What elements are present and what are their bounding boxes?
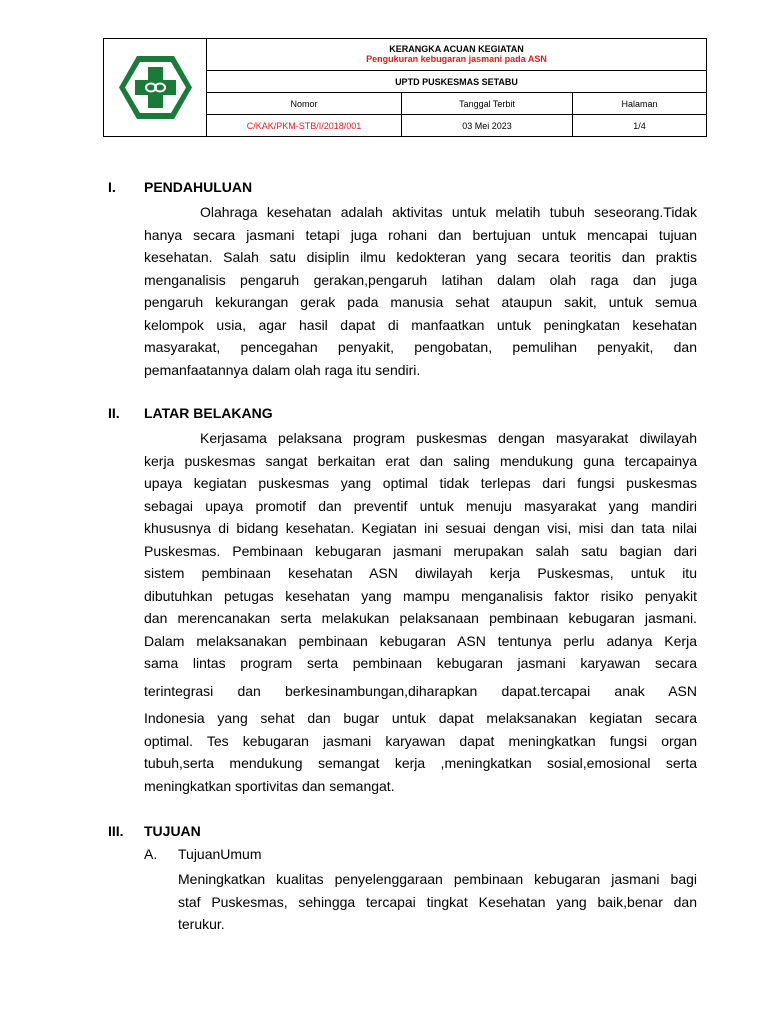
- text-line: optimal. Tes kebugaran jasmani karyawan dapat meningkatkan fungsi organ: [144, 732, 697, 749]
- institution-name: UPTD PUSKESMAS SETABU: [207, 71, 706, 93]
- text-line: kesehatan. Salah satu disiplin ilmu kedokteran yang secara teoritis dan praktis: [144, 249, 697, 265]
- section-number-1: I.: [108, 179, 116, 195]
- text-line: sistem pembinaan kesehatan ASN diwilayah kerja Puskesmas, untuk itu: [144, 565, 697, 581]
- logo-cell: [104, 39, 207, 136]
- paragraph-latar-belakang: [144, 427, 697, 797]
- text-line: Dalam melaksanakan pembinaan kebugaran ASN tentunya perlu adanya Kerja: [144, 632, 697, 649]
- text-line: tubuh,serta mendukung semangat kerja ,meningkatkan sosial,emosional serta: [144, 755, 697, 771]
- subsection-letter-a: A.: [144, 846, 158, 862]
- header-title-cell: [207, 39, 706, 71]
- text-line: kelompok usia, agar hasil dapat di manfaatkan untuk peningkatan kesehatan: [144, 316, 697, 333]
- text-line: upaya kegiatan puskesmas yang optimal tidak terlepas dari fungsi puskesmas: [144, 475, 697, 491]
- section-number-2: II.: [108, 405, 120, 421]
- value-nomor: C/KAK/PKM-STB/I/2018/001: [207, 115, 402, 136]
- document-header-table: [103, 38, 707, 137]
- doc-title: KERANGKA ACUAN KEGIATAN: [389, 44, 524, 54]
- text-line: dibutuhkan petugas kesehatan yang mampu menganalisis faktor risiko penyakit: [144, 587, 697, 604]
- puskesmas-logo-icon: [117, 54, 194, 121]
- text-line: masyarakat, pencegahan penyakit, pengobatan, pemulihan penyakit, dan: [144, 339, 697, 355]
- paragraph-pendahuluan: [144, 201, 697, 381]
- text-line: pemanfaatannya dalam olah raga itu sendiri.: [144, 361, 421, 378]
- value-halaman: 1/4: [633, 120, 646, 131]
- text-line: sama lintas program serta pembinaan kebugaran jasmani karyawan secara: [144, 655, 697, 671]
- text-line: terintegrasi dan berkesinambungan,diharapkan dapat.tercapai anak ASN: [144, 682, 697, 699]
- text-line: meningkatkan sportivitas dan semangat.: [144, 777, 395, 794]
- label-tanggal: Tanggal Terbit: [402, 93, 573, 114]
- text-line: hanya secara jasmani tetapi juga rohani dan bertujuan untuk mencapai tujuan: [144, 226, 697, 243]
- text-line: menganalisis pengaruh gerakan,pengaruh latihan dalam olah raga dan juga: [144, 271, 697, 288]
- doc-subtitle: Pengukuran kebugaran jasmani pada ASN: [366, 54, 547, 64]
- label-nomor: Nomor: [207, 93, 402, 114]
- value-tanggal: 03 Mei 2023: [402, 115, 573, 136]
- text-line: terukur.: [178, 916, 225, 932]
- text-line: Puskesmas. Pembinaan kebugaran jasmani merupakan salah satu bagian dari: [144, 542, 697, 559]
- section-title-latar-belakang: LATAR BELAKANG: [144, 405, 273, 421]
- text-line: kerja puskesmas sangat berkaitan erat dan saling mendukung guna tercapainya: [144, 452, 697, 469]
- section-title-pendahuluan: PENDAHULUAN: [144, 179, 253, 195]
- text-line: pengaruh kekurangan gerak pada manusia sehat ataupun sakit, untuk semua: [144, 294, 697, 310]
- text-line: staf Puskesmas, sehingga tercapai tingkat Kesehatan yang baik,benar dan: [178, 893, 697, 910]
- label-halaman: Halaman: [621, 98, 658, 109]
- text-line: sebagai upaya promotif dan preventif untuk menuju masyarakat yang mandiri: [144, 497, 697, 514]
- paragraph-tujuan-umum: [178, 868, 697, 936]
- header-value-row: [207, 115, 706, 136]
- text-line: Indonesia yang sehat dan bugar untuk dapat melaksanakan kegiatan secara: [144, 710, 697, 726]
- subsection-title-tujuan-umum: TujuanUmum: [178, 846, 262, 862]
- text-line: Meningkatkan kualitas penyelenggaraan pembinaan kebugaran jasmani bagi: [178, 871, 697, 887]
- text-line: Kerjasama pelaksana program puskesmas dengan masyarakat diwilayah: [200, 430, 697, 446]
- section-number-3: III.: [108, 823, 124, 839]
- text-line: khususnya di bidang kesehatan. Kegiatan ini sesuai dengan visi, misi dan tata nilai: [144, 520, 697, 536]
- text-line: Olahraga kesehatan adalah aktivitas untuk melatih tubuh seseorang.Tidak: [200, 204, 697, 220]
- section-title-tujuan: TUJUAN: [144, 823, 201, 839]
- text-line: dan merencanakan serta melakukan pelaksanaan pembinaan kebugaran jasmani.: [144, 610, 697, 626]
- header-label-row: [207, 93, 706, 115]
